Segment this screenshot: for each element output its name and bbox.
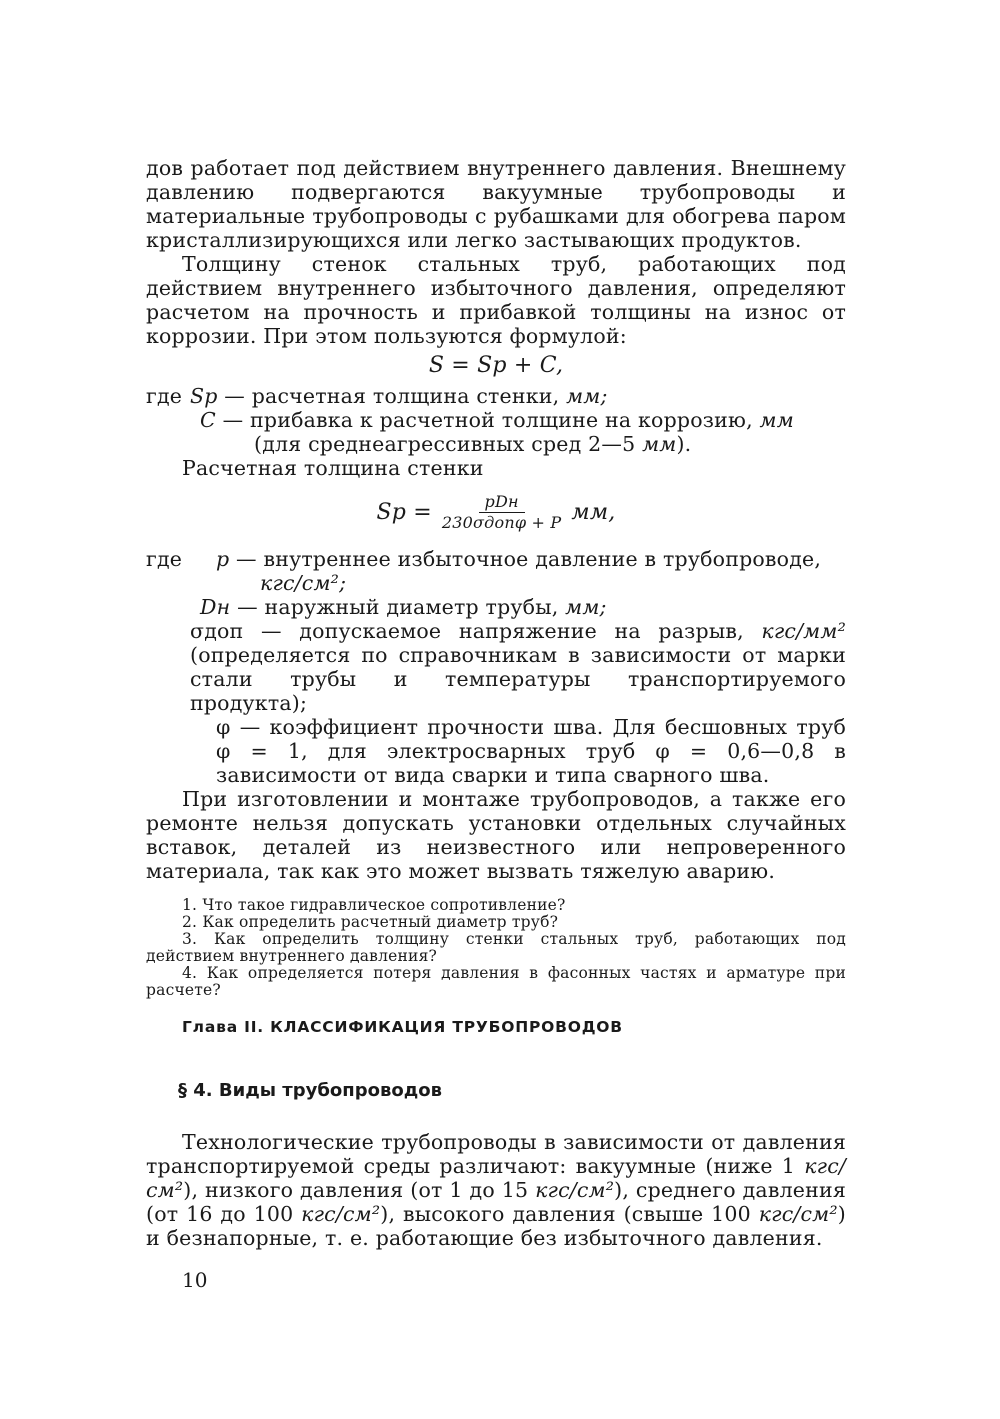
- body-text-bottom: [146, 1130, 846, 1250]
- where-sp: [146, 384, 846, 408]
- formula2-lhs: Sр =: [376, 499, 432, 525]
- paragraph-2: Толщину стенок стальных труб, работающих под действием внутреннего избыточного давления, определяют расчетом на прочность и прибавкой толщины на износ от коррозии. При этом пользуются формулой:: [146, 252, 846, 348]
- where-word: где: [146, 384, 183, 408]
- paragraph-5: [146, 1130, 846, 1250]
- p5-unit-2: кгс/см²: [535, 1178, 615, 1202]
- question-4: 4. Как определяется потеря давления в фасонных частях и арматуре при расчете?: [146, 964, 846, 999]
- symbol-sp: Sр: [190, 384, 218, 408]
- p5-unit-4: кгс/см²: [758, 1202, 838, 1226]
- paragraph-4: При изготовлении и монтаже трубопроводов, а также его ремонте нельзя допускать установки отдельных случайных вставок, деталей из неизвестного или непроверенного материала, так как это может вызвать тяжелую аварию.: [146, 787, 846, 883]
- where-phi: [146, 715, 846, 787]
- review-questions: [146, 897, 846, 999]
- c-unit: мм: [759, 408, 794, 432]
- formula2-numerator: pDн: [479, 492, 525, 513]
- formula-calc-thickness: [146, 492, 846, 533]
- p5-part-d: ), высокого давления (свыше 100: [380, 1202, 751, 1226]
- body-text-top: [146, 156, 846, 999]
- where-word-2: где: [146, 547, 183, 571]
- p-description: — внутреннее избыточное давление в трубопроводе,: [236, 547, 822, 571]
- c-unit-2: мм: [642, 432, 677, 456]
- p5-part-b: ), низкого давления (от 1 до 15: [183, 1178, 529, 1202]
- where-p: [146, 547, 846, 595]
- page-number: 10: [182, 1268, 208, 1292]
- where-d: [146, 595, 846, 619]
- c-description: — прибавка к расчетной толщине на коррозию,: [222, 408, 753, 432]
- symbol-phi: φ: [216, 715, 231, 739]
- d-description: — наружный диаметр трубы,: [237, 595, 559, 619]
- where-c-cont: [146, 432, 846, 456]
- symbol-c: C: [200, 408, 216, 432]
- formula2-fraction: [436, 492, 568, 533]
- symbol-sigma: σдоп: [190, 619, 244, 643]
- section-heading: § 4. Виды трубопроводов: [178, 1080, 443, 1101]
- formula-thickness: S = Sр + C,: [428, 353, 564, 378]
- sigma-unit: кгс/мм²: [761, 619, 846, 643]
- d-unit: мм;: [565, 595, 607, 619]
- question-3: 3. Как определить толщину стенки стальных труб, работающих под действием внутреннего давления?: [146, 930, 846, 965]
- sigma-description-cont: (определяется по справочникам в зависимости от марки стали трубы и температуры транспортируемого продукта);: [190, 643, 846, 715]
- question-1: 1. Что такое гидравлическое сопротивление?: [182, 896, 566, 914]
- paragraph-3: Расчетная толщина стенки: [182, 456, 484, 480]
- p5-part-c: ), среднего давления (от 16 до 100: [146, 1178, 846, 1226]
- sigma-description: — допускаемое напряжение на разрыв,: [261, 619, 744, 643]
- where-c: [146, 408, 846, 432]
- sp-unit: мм;: [566, 384, 608, 408]
- question-2: 2. Как определить расчетный диаметр труб?: [182, 913, 559, 931]
- symbol-p: p: [216, 547, 230, 571]
- sp-description: — расчетная толщина стенки,: [224, 384, 560, 408]
- p5-unit-3: кгс/см²: [301, 1202, 381, 1226]
- paragraph-1: дов работает под действием внутреннего давления. Внешнему давлению подвергаются вакуумные трубопроводы и материальные трубопроводы с рубашками для обогрева паром кристаллизирующихся или легко застывающих продуктов.: [146, 156, 846, 252]
- formula2-denominator: 230σдопφ + P: [441, 513, 562, 532]
- p-unit: кгс/см²;: [260, 571, 347, 595]
- p5-unit-1: кгс/см²: [146, 1154, 846, 1202]
- formula2-unit: мм,: [571, 499, 616, 525]
- p5-part-e: ) и безнапорные, т. е. работающие без избыточного давления.: [146, 1202, 846, 1250]
- where-sigma: [146, 619, 846, 715]
- phi-description: — коэффициент прочности шва. Для бесшовных труб φ = 1, для электросварных труб φ = 0,6—0,8 в зависимости от вида сварки и типа сварного шва.: [216, 715, 847, 787]
- symbol-dn: Dн: [200, 595, 231, 619]
- c-end: ).: [676, 432, 692, 456]
- c-description-cont: (для среднеагрессивных сред 2—5: [254, 432, 636, 456]
- p5-part-a: Технологические трубопроводы в зависимости от давления транспортируемой среды различают: вакуумные (ниже 1: [146, 1130, 846, 1178]
- chapter-heading: Глава II. КЛАССИФИКАЦИЯ ТРУБОПРОВОДОВ: [182, 1018, 623, 1036]
